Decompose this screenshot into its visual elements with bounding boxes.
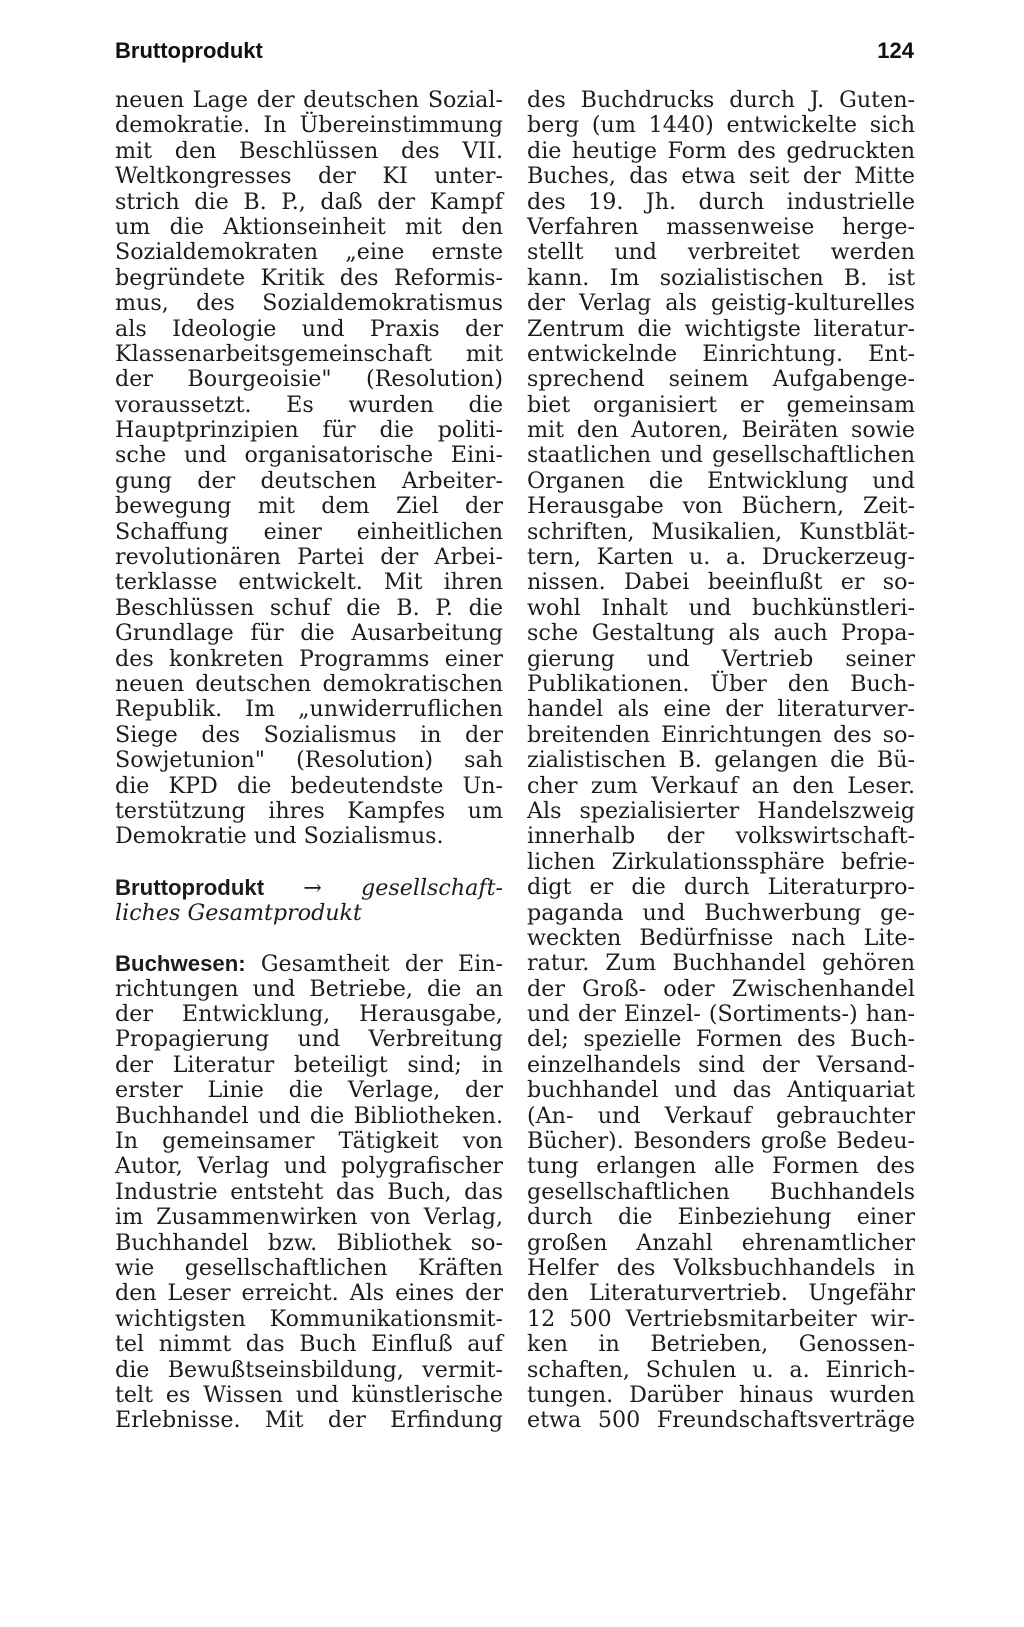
- text-line: begründete Kritik des Reformis-: [115, 264, 503, 291]
- text-line: nissen. Dabei beeinflußt er so-: [527, 569, 915, 596]
- text-line: des 19. Jh. durch industrielle: [527, 188, 915, 215]
- text-line: staatlichen und gesellschaftlichen: [527, 442, 915, 469]
- text-line: handel als eine der literaturver-: [527, 696, 915, 723]
- text-line: Buchhandel und die Bibliotheken.: [115, 1102, 503, 1129]
- text-line: Autor, Verlag und polygrafischer: [115, 1153, 503, 1180]
- text-line: Herausgabe von Büchern, Zeit-: [527, 493, 915, 520]
- text-line: Republik. Im „unwiderruflichen: [115, 696, 503, 723]
- text-line: In gemeinsamer Tätigkeit von: [115, 1128, 503, 1155]
- text-line: sprechend seinem Aufgabenge-: [527, 366, 915, 393]
- text-line: etwa 500 Freundschaftsverträge: [527, 1407, 915, 1434]
- text-line: schaften, Schulen u. a. Einrich-: [527, 1356, 915, 1383]
- text-line: des konkreten Programms einer: [115, 645, 503, 672]
- text-line: Buchhandel bzw. Bibliothek so-: [115, 1229, 503, 1256]
- text-line: einzelhandels sind der Versand-: [527, 1051, 915, 1078]
- text-line: neuen deutschen demokratischen: [115, 670, 503, 697]
- text-line: innerhalb der volkswirtschaft-: [527, 823, 915, 850]
- text-line: Klassenarbeitsgemeinschaft mit: [115, 340, 503, 367]
- text-line: Propagierung und Verbreitung: [115, 1026, 503, 1053]
- entry-continuation: [115, 88, 503, 850]
- text-line: voraussetzt. Es wurden die: [115, 391, 503, 418]
- text-line: sche und organisatorische Eini-: [115, 442, 503, 469]
- text-line: Hauptprinzipien für die politi-: [115, 417, 503, 444]
- text-line: del; spezielle Formen des Buch-: [527, 1026, 915, 1053]
- text-line: entwickelnde Einrichtung. Ent-: [527, 340, 915, 367]
- text-line: Beschlüssen schuf die B. P. die: [115, 594, 503, 621]
- text-line: die heutige Form des gedruckten: [527, 137, 915, 164]
- text-line: gung der deutschen Arbeiter-: [115, 467, 503, 494]
- text-line: breitenden Einrichtungen des so-: [527, 721, 915, 748]
- text-line: Sowjetunion" (Resolution) sah: [115, 747, 503, 774]
- entry-headword: Buchwesen:: [115, 951, 246, 977]
- text-line: um die Aktionseinheit mit den: [115, 213, 503, 240]
- text-line: Demokratie und Sozialismus.: [115, 823, 444, 850]
- text-line: Weltkongresses der KI unter-: [115, 163, 503, 190]
- text-line: Helfer des Volksbuchhandels in: [527, 1254, 915, 1281]
- text-line: 12 500 Vertriebsmitarbeiter wir-: [527, 1305, 915, 1332]
- text-line: wohl Inhalt und buchkünstleri-: [527, 594, 915, 621]
- text-line: demokratie. In Übereinstimmung: [115, 112, 503, 139]
- text-line: Sozialdemokraten „eine ernste: [115, 239, 503, 266]
- text-line: ratur. Zum Buchhandel gehören: [527, 950, 915, 977]
- entry-bruttoprodukt: [115, 875, 503, 926]
- text-line: digt er die durch Literaturpro-: [527, 874, 915, 901]
- text-line: Als spezialisierter Handelszweig: [527, 797, 915, 824]
- text-line: cher zum Verkauf an den Leser.: [527, 772, 915, 799]
- text-line: den Literaturvertrieb. Ungefähr: [527, 1280, 915, 1307]
- text-line: biet organisiert er gemeinsam: [527, 391, 915, 418]
- text-line: Bücher). Besonders große Bedeu-: [527, 1128, 915, 1155]
- text-line: stellt und verbreitet werden: [527, 239, 915, 266]
- text-line: paganda und Buchwerbung ge-: [527, 899, 915, 926]
- cross-reference-link[interactable]: liches Gesamtprodukt: [115, 899, 362, 926]
- text-line: der Verlag als geistig-kulturelles: [527, 290, 915, 317]
- text-line: schriften, Musikalien, Kunstblät-: [527, 518, 915, 545]
- text-line: Buches, das etwa seit der Mitte: [527, 163, 915, 190]
- text-line: gierung und Vertrieb seiner: [527, 645, 915, 672]
- page-number: 124: [877, 38, 914, 63]
- text-line: tern, Karten u. a. Druckerzeug-: [527, 544, 915, 571]
- text-line: zialistischen B. gelangen die Bü-: [527, 747, 915, 774]
- text-line: im Zusammenwirken von Verlag,: [115, 1204, 503, 1231]
- text-line: Verfahren massenweise herge-: [527, 213, 915, 240]
- text-line: wichtigsten Kommunikationsmit-: [115, 1305, 503, 1332]
- text-line: Industrie entsteht das Buch, das: [115, 1178, 503, 1205]
- text-line: der Literatur beteiligt sind; in: [115, 1051, 503, 1078]
- page-header: [115, 38, 914, 64]
- text-line: die Bewußtseinsbildung, vermit-: [115, 1356, 503, 1383]
- text-line: den Leser erreicht. Als eines der: [115, 1280, 503, 1307]
- text-line: neuen Lage der deutschen Sozial-: [115, 87, 503, 113]
- text-line: des Buchdrucks durch J. Guten-: [527, 87, 915, 113]
- text-line: Schaffung einer einheitlichen: [115, 518, 503, 545]
- text-line: tel nimmt das Buch Einfluß auf: [115, 1331, 503, 1358]
- text-line: Siege des Sozialismus in der: [115, 721, 503, 748]
- left-column: [115, 88, 503, 1434]
- text-line: ken in Betrieben, Genossen-: [527, 1331, 915, 1358]
- text-line: lichen Zirkulationssphäre befrie-: [527, 848, 915, 875]
- text-line: telt es Wissen und künstlerische: [115, 1381, 503, 1408]
- text-line: der Bourgeoisie" (Resolution): [115, 366, 503, 393]
- text-line: der Groß- oder Zwischenhandel: [527, 975, 915, 1002]
- text-line: kann. Im sozialistischen B. ist: [527, 264, 915, 291]
- running-head: Bruttoprodukt: [115, 38, 263, 63]
- text-line: wie gesellschaftlichen Kräften: [115, 1254, 503, 1281]
- text-line: terklasse entwickelt. Mit ihren: [115, 569, 503, 596]
- text-line: Gesamtheit der Ein-: [245, 951, 503, 978]
- text-line: mit den Autoren, Beiräten sowie: [527, 417, 915, 444]
- text-line: mit den Beschlüssen des VII.: [115, 137, 503, 164]
- text-line: weckten Bedürfnisse nach Lite-: [527, 924, 915, 951]
- text-line: terstützung ihres Kampfes um: [115, 797, 503, 824]
- text-line: als Ideologie und Praxis der: [115, 315, 503, 342]
- cross-reference-arrow: →: [303, 875, 322, 902]
- text-line: buchhandel und das Antiquariat: [527, 1077, 915, 1104]
- text-line: Organen die Entwicklung und: [527, 467, 915, 494]
- text-line: richtungen und Betriebe, die an: [115, 975, 503, 1002]
- text-line: tungen. Darüber hinaus wurden: [527, 1381, 915, 1408]
- text-line: mus, des Sozialdemokratismus: [115, 290, 503, 317]
- text-line: Erlebnisse. Mit der Erfindung: [115, 1407, 503, 1434]
- text-line: Zentrum die wichtigste literatur-: [527, 315, 915, 342]
- entry-headword: Bruttoprodukt: [115, 875, 265, 901]
- text-line: Publikationen. Über den Buch-: [527, 670, 915, 697]
- cross-reference-link[interactable]: gesellschaft-: [361, 875, 503, 902]
- text-line: berg (um 1440) entwickelte sich: [527, 112, 915, 139]
- text-line: revolutionären Partei der Arbei-: [115, 544, 503, 571]
- text-line: bewegung mit dem Ziel der: [115, 493, 503, 520]
- right-column: [527, 88, 915, 1434]
- text-line: großen Anzahl ehrenamtlicher: [527, 1229, 915, 1256]
- entry-buchwesen: [115, 951, 503, 1433]
- text-line: tung erlangen alle Formen des: [527, 1153, 915, 1180]
- text-line: sche Gestaltung als auch Propa-: [527, 620, 915, 647]
- text-line: gesellschaftlichen Buchhandels: [527, 1178, 915, 1205]
- text-line: und der Einzel- (Sortiments-) han-: [527, 1001, 915, 1028]
- text-line: erster Linie die Verlage, der: [115, 1077, 503, 1104]
- text-line: strich die B. P., daß der Kampf: [115, 188, 503, 215]
- text-line: Grundlage für die Ausarbeitung: [115, 620, 503, 647]
- text-line: (An- und Verkauf gebrauchter: [527, 1102, 915, 1129]
- text-line: die KPD die bedeutendste Un-: [115, 772, 503, 799]
- text-line: durch die Einbeziehung einer: [527, 1204, 915, 1231]
- text-line: der Entwicklung, Herausgabe,: [115, 1001, 503, 1028]
